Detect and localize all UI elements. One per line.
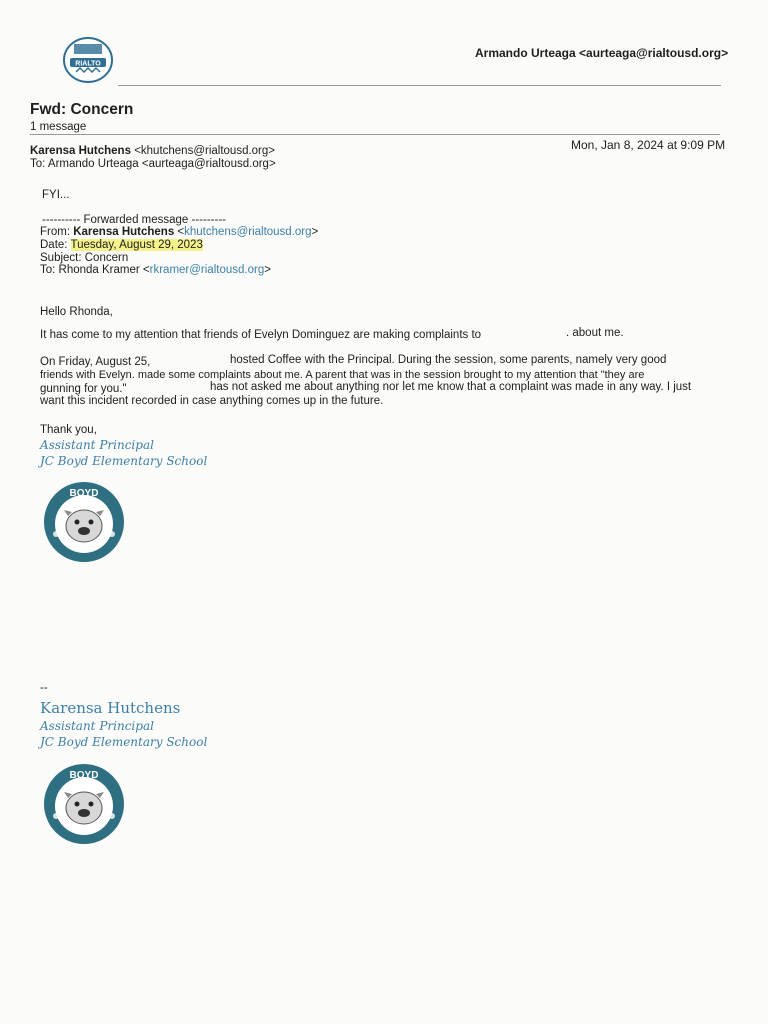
paragraph-2-line-1b: hosted Coffee with the Principal. During the session, some parents, namely very good [230,354,667,366]
fwd-date-value: Tuesday, August 29, 2023 [70,239,203,251]
subject-divider [30,134,720,135]
forwarded-header: ---------- Forwarded message --------- [42,214,226,226]
fwd-from-lt: < [177,226,185,238]
paragraph-1-part-b: . about me. [566,327,624,339]
signature-separator: -- [40,682,48,694]
boyd-badge-2-text: BOYD [69,770,99,781]
signature-2-name: Karensa Hutchens [40,699,181,717]
forwarded-from [40,226,318,238]
paragraph-2-line-2: friends with Evelyn. made some complaints about me. A parent that was in the session brought to my attention that "they are [40,369,645,381]
rialto-logo [62,36,114,84]
paragraph-2-line-4: want this incident recorded in case anything comes up in the future. [40,395,384,407]
signature-1-title: Assistant Principal [40,438,154,452]
closing: Thank you, [40,424,97,436]
fyi-text: FYI... [42,189,70,201]
message-date: Mon, Jan 8, 2024 at 9:09 PM [571,138,726,152]
recipient: To: Armando Urteaga <aurteaga@rialtousd.org> [30,158,276,170]
signature-2-school: JC Boyd Elementary School [40,735,208,749]
rialto-logo-text: RIALTO [75,60,101,68]
boyd-badge-text: BOYD [69,488,99,499]
fwd-to-gt: > [264,264,271,276]
sender-name: Karensa Hutchens [30,145,131,157]
fwd-date-label: Date: [40,239,68,251]
boyd-badge-2 [42,762,126,846]
thread-subject: Fwd: Concern [30,101,134,118]
message-count: 1 message [30,121,87,133]
signature-2-title: Assistant Principal [40,719,154,733]
fwd-to-label: To: Rhonda Kramer < [40,264,150,276]
boyd-badge [42,480,126,564]
paragraph-2-line-3b: has not asked me about anything nor let me know that a complaint was made in any way. I just [210,381,692,393]
paragraph-2-line-3a: gunning for you." [40,383,127,395]
signature-1-school: JC Boyd Elementary School [40,454,208,468]
account-label: Armando Urteaga <aurteaga@rialtousd.org> [475,46,729,60]
header-divider [118,85,721,86]
fwd-from-label: From: [40,226,71,238]
forwarded-date [40,239,203,251]
paragraph-2-line-1a: On Friday, August 25, [40,356,151,368]
fwd-from-email[interactable]: khutchens@rialtousd.org [184,226,312,238]
greeting: Hello Rhonda, [40,306,113,318]
fwd-from-name: Karensa Hutchens [73,226,175,238]
forwarded-subject: Subject: Concern [40,252,129,264]
sender [30,145,275,157]
fwd-from-gt: > [311,226,319,238]
fwd-to-email[interactable]: rkramer@rialtousd.org [149,264,265,276]
sender-email: <khutchens@rialtousd.org> [134,145,276,157]
paragraph-1-part-a: It has come to my attention that friends of Evelyn Dominguez are making complaints to [40,329,482,341]
forwarded-to [40,264,271,276]
